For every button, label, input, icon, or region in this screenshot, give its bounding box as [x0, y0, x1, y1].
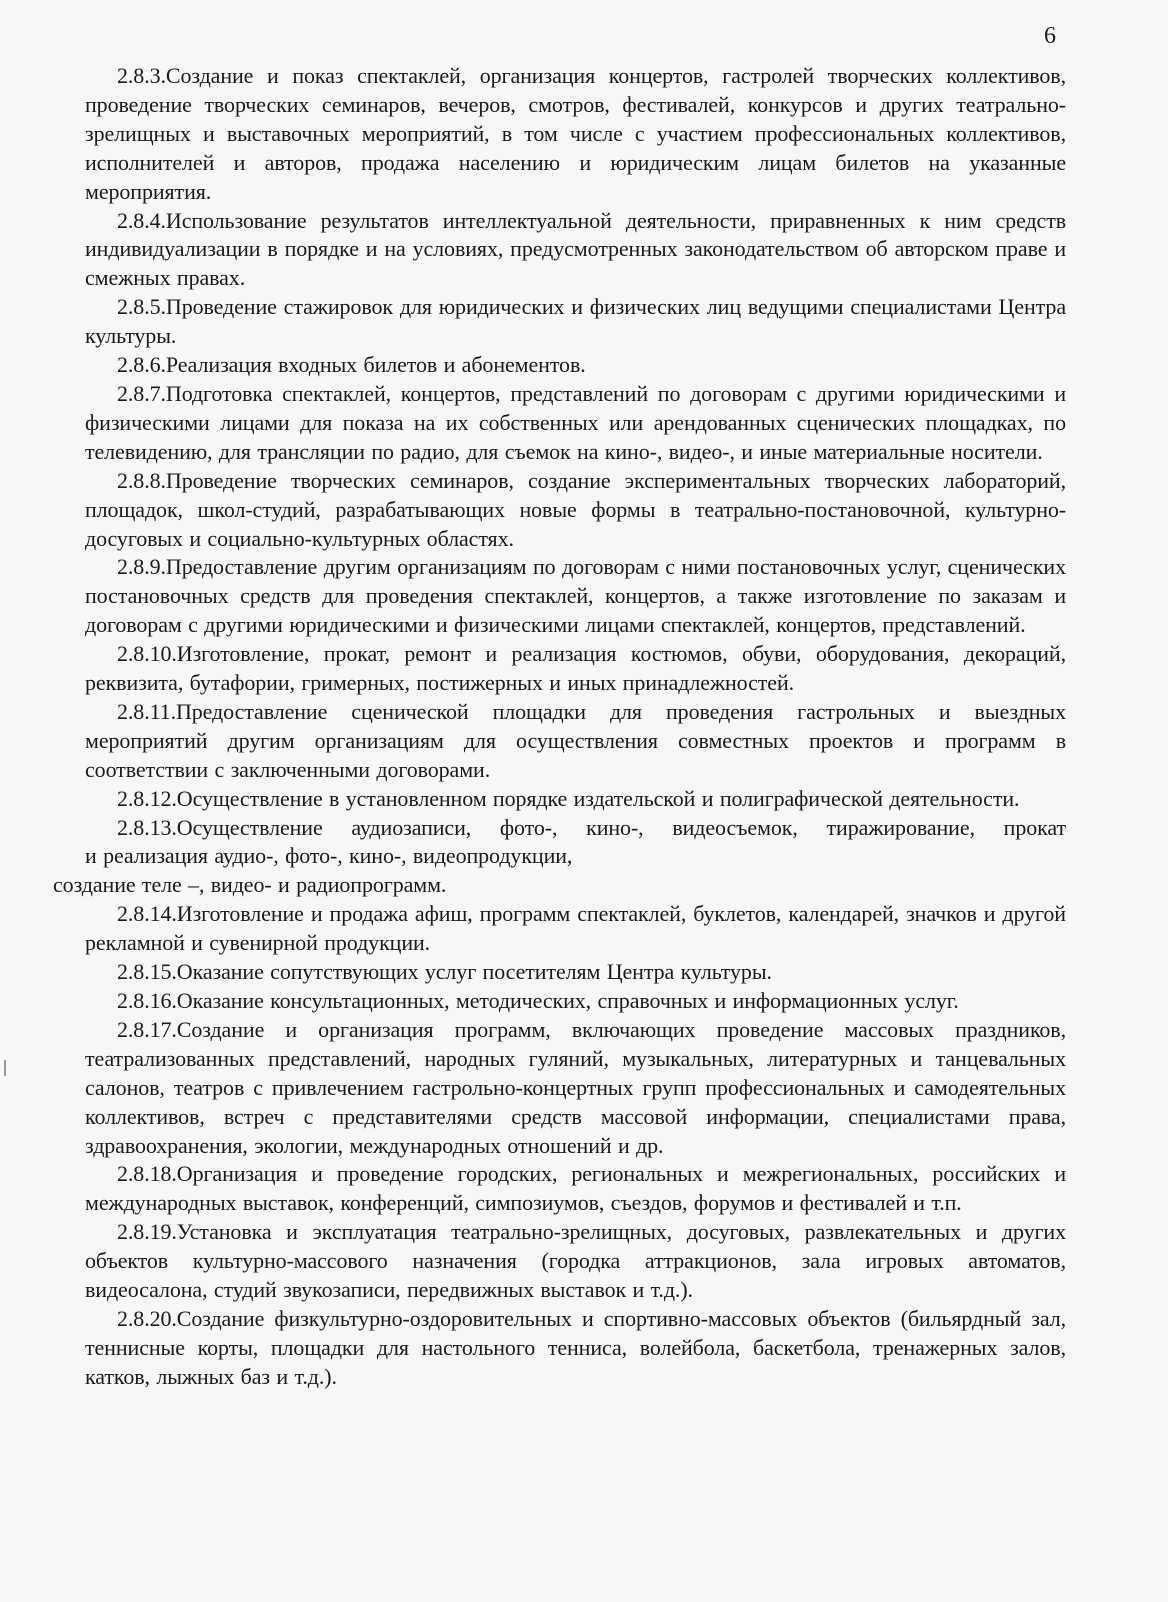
scan-edge-mark	[4, 1060, 6, 1076]
clause-2-8-7: 2.8.7.Подготовка спектаклей, концертов, представлений по договорам с другими юридическими и физическими лицами для показа на их собственных или арендованных сценических площадках, по телевидению, для трансляции по радио, для съемок на кино-, видео-, и иные материальные носители.	[85, 380, 1066, 464]
clause-2-8-8: 2.8.8.Проведение творческих семинаров, создание экспериментальных творческих лабораторий, площадок, школ-студий, разрабатывающих новые формы в театрально-постановочной, культурно-досуговых и социально-культурных областях.	[85, 467, 1066, 551]
clause-2-8-5: 2.8.5.Проведение стажировок для юридических и физических лиц ведущими специалистами Центра культуры.	[85, 294, 1066, 349]
clause-2-8-3: 2.8.3.Создание и показ спектаклей, организация концертов, гастролей творческих коллективов, проведение творческих семинаров, вечеров, смотров, фестивалей, конкурсов и других театрально-зрелищных и выставочных мероприятий, в том числе с участием профессиональных коллективов, исполнителей и авторов, продажа населению и юридическим лицам билетов на указанные мероприятия.	[85, 63, 1066, 204]
clause-2-8-20: 2.8.20.Создание физкультурно-оздоровительных и спортивно-массовых объектов (бильярдный зал, теннисные корты, площадки для настольного тенниса, волейбола, баскетбола, тренажерных залов, катков, лыжных баз и т.д.).	[85, 1305, 1066, 1389]
clause-2-8-19: 2.8.19.Установка и эксплуатация театрально-зрелищных, досуговых, развлекательных и других объектов культурно-массового назначения (городка аттракционов, зала игровых автоматов, видеосалона, студий звукозаписи, передвижных выставок и т.д.).	[85, 1219, 1066, 1303]
document-body	[53, 62, 1066, 1392]
clause-2-8-9: 2.8.9.Предоставление другим организациям по договорам с ними постановочных услуг, сценических постановочных средств для проведения спектаклей, концертов, а также изготовление по заказам и договорам с другими юридическими и физическими лицами спектаклей, концертов, представлений.	[85, 554, 1066, 638]
clause-2-8-12: 2.8.12.Осуществление в установленном порядке издательской и полиграфической деятельности.	[117, 785, 1020, 811]
clause-2-8-11: 2.8.11.Предоставление сценической площадки для проведения гастрольных и выездных мероприятий другим организациям для осуществления совместных проектов и программ в соответствии с заключенными договорами.	[85, 698, 1066, 782]
clause-2-8-13-line-3: создание теле –, видео- и радиопрограмм.	[53, 872, 447, 898]
clause-2-8-14: 2.8.14.Изготовление и продажа афиш, программ спектаклей, буклетов, календарей, значков и другой рекламной и сувенирной продукции.	[85, 901, 1066, 956]
page-number: 6	[1044, 23, 1056, 49]
clause-2-8-13-line-2: и реализация аудио-, фото-, кино-, видеопродукции,	[85, 843, 573, 869]
clause-2-8-6: 2.8.6.Реализация входных билетов и абонементов.	[117, 352, 586, 378]
clause-2-8-13-line-1: 2.8.13.Осуществление аудиозаписи, фото-, кино-, видеосъемок, тиражирование, прокат	[117, 814, 1066, 840]
clause-2-8-13	[53, 814, 1066, 901]
clause-2-8-10: 2.8.10.Изготовление, прокат, ремонт и реализация костюмов, обуви, оборудования, декораций, реквизита, бутафории, гримерных, постижерных и иных принадлежностей.	[85, 641, 1066, 696]
clause-2-8-16: 2.8.16.Оказание консультационных, методических, справочных и информационных услуг.	[117, 988, 959, 1013]
clause-2-8-18: 2.8.18.Организация и проведение городских, региональных и межрегиональных, российских и международных выставок, конференций, симпозиумов, съездов, форумов и фестивалей и т.п.	[85, 1161, 1066, 1216]
clause-2-8-15: 2.8.15.Оказание сопутствующих услуг посетителям Центра культуры.	[117, 959, 772, 985]
clause-2-8-17: 2.8.17.Создание и организация программ, включающих проведение массовых праздников, театрализованных представлений, народных гуляний, музыкальных, литературных и танцевальных салонов, театров с привлечением гастрольно-концертных групп профессиональных и самодеятельных коллективов, встреч с представителями средств массовой информации, специалистами права, здравоохранения, экологии, международных отношений и др.	[85, 1016, 1066, 1158]
clause-2-8-4: 2.8.4.Использование результатов интеллектуальной деятельности, приравненных к ним средств индивидуализации в порядке и на условиях, предусмотренных законодательством об авторском праве и смежных правах.	[85, 207, 1066, 291]
